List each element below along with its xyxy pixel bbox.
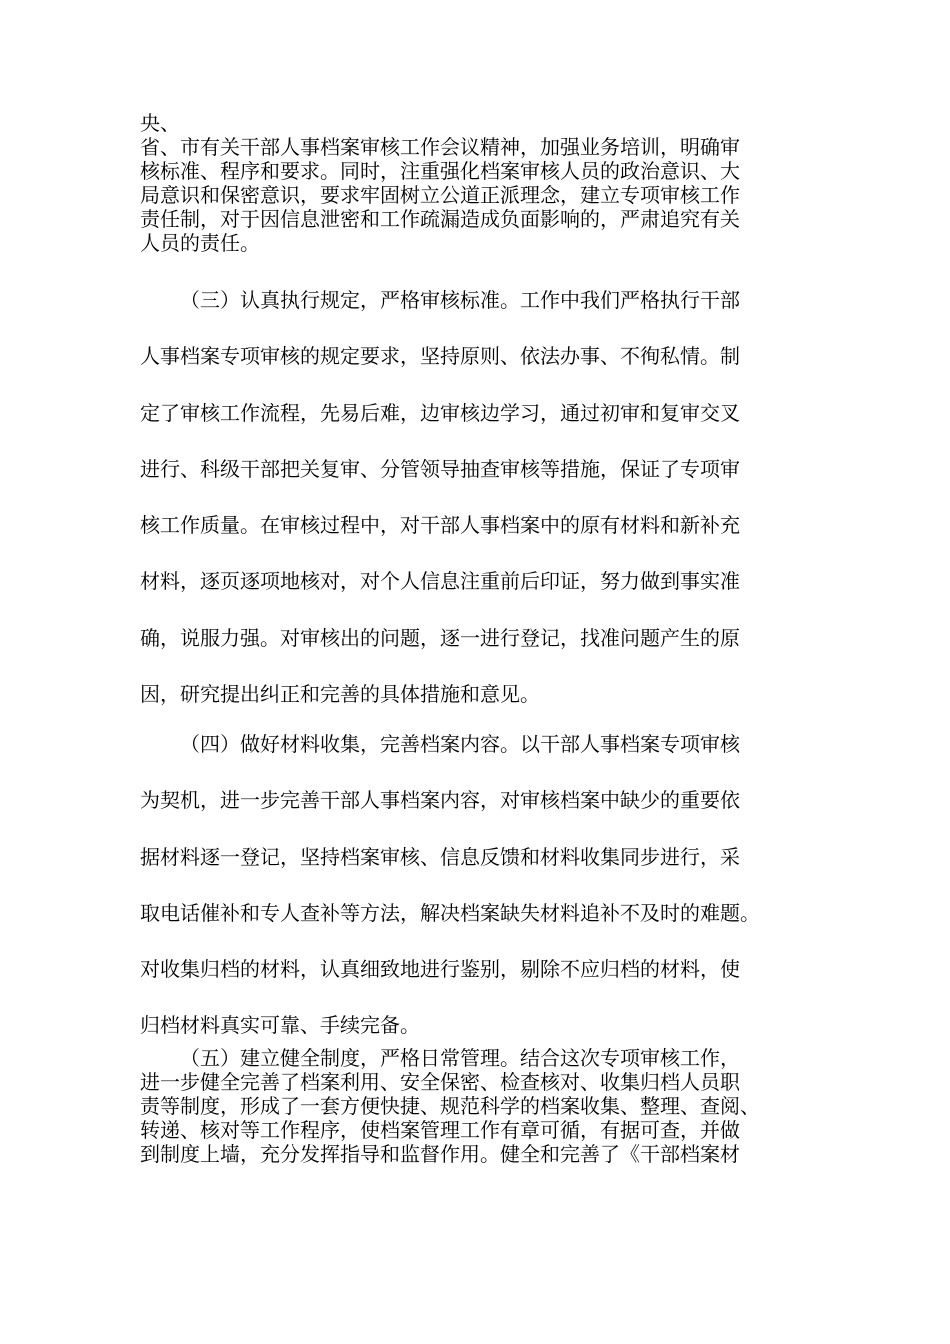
paragraph-line-indented: （五）建立健全制度，严格日常管理。结合这次专项审核工作， (180, 1046, 740, 1070)
paragraph-line: 人事档案专项审核的规定要求，坚持原则、依法办事、不徇私情。制 (140, 344, 740, 369)
paragraph-line: 责等制度，形成了一套方便快捷、规范科学的档案收集、整理、查阅、 (140, 1094, 760, 1118)
paragraph-line: 进行、科级干部把关复审、分管领导抽查审核等措施，保证了专项审 (140, 456, 740, 481)
paragraph-line: 进一步健全完善了档案利用、安全保密、检查核对、收集归档人员职 (140, 1070, 740, 1094)
paragraph-line: 央、 (140, 111, 180, 135)
paragraph-line: 省、市有关干部人事档案审核工作会议精神，加强业务培训，明确审 (140, 135, 740, 159)
paragraph-line: 责任制，对于因信息泄密和工作疏漏造成负面影响的，严肃追究有关 (140, 207, 740, 231)
paragraph-line: 为契机，进一步完善干部人事档案内容，对审核档案中缺少的重要依 (140, 788, 740, 813)
paragraph-line: 材料，逐页逐项地核对，对个人信息注重前后印证，努力做到事实准 (140, 569, 740, 594)
paragraph-2 (140, 272, 830, 722)
paragraph-line: 确，说服力强。对审核出的问题，逐一进行登记，找准问题产生的原 (140, 625, 740, 650)
paragraph-line: 取电话催补和专人查补等方法，解决档案缺失材料追补不及时的难题。 (140, 900, 760, 925)
paragraph-line: 转递、核对等工作程序，使档案管理工作有章可循，有据可查，并做 (140, 1118, 740, 1142)
paragraph-line: 人员的责任。 (140, 231, 260, 255)
paragraph-line: 据材料逐一登记，坚持档案审核、信息反馈和材料收集同步进行，采 (140, 844, 740, 869)
paragraph-line-indented: （四）做好材料收集，完善档案内容。以干部人事档案专项审核 (180, 732, 740, 756)
paragraph-line: 到制度上墙，充分发挥指导和监督作用。健全和完善了《干部档案材 (140, 1142, 740, 1166)
paragraph-line: 因，研究提出纠正和完善的具体措施和意见。 (140, 682, 540, 707)
paragraph-4 (140, 1046, 830, 1166)
paragraph-line: 核标准、程序和要求。同时，注重强化档案审核人员的政治意识、大 (140, 159, 740, 183)
paragraph-line: 归档材料真实可靠、手续完备。 (140, 1013, 420, 1038)
paragraph-line: 对收集归档的材料，认真细致地进行鉴别，剔除不应归档的材料，使 (140, 957, 740, 982)
paragraph-3 (140, 716, 830, 1054)
paragraph-line: 核工作质量。在审核过程中，对干部人事档案中的原有材料和新补充 (140, 513, 740, 538)
paragraph-line: 定了审核工作流程，先易后难，边审核边学习，通过初审和复审交叉 (140, 400, 740, 425)
paragraph-1 (140, 111, 830, 255)
paragraph-line: 局意识和保密意识，要求牢固树立公道正派理念，建立专项审核工作 (140, 183, 740, 207)
paragraph-line-indented: （三）认真执行规定，严格审核标准。工作中我们严格执行干部 (180, 288, 740, 312)
